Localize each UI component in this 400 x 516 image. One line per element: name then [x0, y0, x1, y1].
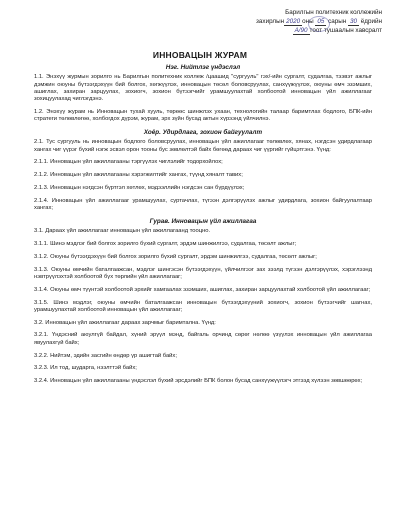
- document-body: [34, 64, 372, 391]
- paragraph: 3.2.2. Нийтэм, эдийн засгийн өндөр үр ашигтай байх;: [34, 352, 177, 359]
- paragraph: 3.2.3. Ил тод, шударга, нээлттэй байх;: [34, 365, 137, 372]
- paragraph: 3.1.5. Шинэ мэдлэг, оюуны өмчийн баталгаажсан инновацын бүтээгдэхүүний зохиогч, зохион бүтээгчийг шагнах, урамшуулахтай холбоотой инновацын үйл ажиллагааг;: [34, 299, 372, 313]
- approval-prefix: захирлын: [256, 18, 285, 25]
- approval-month: 05: [317, 18, 325, 25]
- approval-year-word: оны: [302, 18, 314, 25]
- paragraph: 3.1.1. Шинэ мэдлэг бий болгох зорилго бүхий сургалт, эрдэм шинжилгээ, судалгаа, төсөлт ажлыг;: [34, 241, 297, 248]
- approval-line-3: [232, 26, 382, 35]
- paragraph: 3.2.4. Инновацын үйл ажиллагааны үндэслэл бүхий эрсдэлийг БПК болон бусад санхүүжүүлэгч этгээд хүлээн зөвшөөрөх;: [34, 378, 363, 385]
- paragraph: 1.1. Энэхүү журмын зорилго нь Барилгын политехник коллеж /цаашид "сургууль" гэх/-ийн сургалт, судалгаа, тээвэт ажлыг дэмжин оюуны бүтээгдэхүүн бий болгох, хөгжүүлэх, инновацын төсөл боловсруулах, санхүүжүүлэх, оюуны өмч эзэмших, ашиглах, захиран зарцуулах, зохиогч, зохион бүтээгчийг урамшуулахтай холбоотой инновацын үйл ажиллагааг зохицуулахад чиглэгдэнэ.: [34, 74, 372, 103]
- approval-year: 2020: [286, 18, 301, 25]
- section-heading: Хоёр. Удирдлага, зохион байгуулалт: [143, 129, 263, 137]
- paragraph: 3.1.3. Оюуны өмчийн баталгаажсан, мэдлэг шингэсэн бүтээгдэхүүн, үйлчилгээг зах зээлд түгээн дэлгэрүүлэх, хэрэглээнд нэвтрүүлэхтэй холбоотой бүх төрлийн үйл ажиллагааг;: [34, 266, 372, 280]
- approval-day-word: ёдрийн: [360, 18, 382, 25]
- approval-line-2: [232, 17, 382, 26]
- paragraph: 3.2.1. Үндэсний аюулгүй байдал, хүний эрүүл мэнд, байгаль орчинд сөрөг нөлөө үзүүлэх инновацын үйл ажиллагаа явуулахгүй байх;: [34, 332, 372, 346]
- paragraph: 2.1.4. Инновацын үйл ажиллагааг урамшуулах, суртачлах, түгээн дэлгэрүүлэх ажлыг удирдлага, зохион байгуулалтаар хангах;: [34, 197, 372, 212]
- stamp-mark: [308, 16, 330, 32]
- paragraph: 3.1.2. Оюуны бүтээгдэхүүн бий болгох зорилго бүхий сургалт, эрдэм шинжилгээ, судалгаа, төсөлт ажлыг;: [34, 253, 317, 260]
- paragraph: 2.1.1. Инновацын үйл ажиллагааны тэргүүлэх чиглэлийг тодорхойлох;: [34, 159, 223, 166]
- section-heading: Нэг. Нийтлэг үндэслэл: [165, 64, 241, 71]
- paragraph: 3.1.4. Оюуны өмч түүнтэй холбоотой эрхийг хамгаалах эзэмших, ашиглах, захиран зарцуулахтай холбоотой үйл ажиллагааг;: [34, 286, 371, 293]
- approval-month-word: сарын: [328, 18, 347, 25]
- paragraph: 3.2. Инновацын үйл ажиллагааг дараах зарчмыг баримтална. Үүнд:: [34, 319, 216, 326]
- approval-block: [232, 8, 382, 35]
- approval-order-text: тоот тушаалын хавсралт: [309, 27, 382, 34]
- paragraph: 2.1.2. Инновацын үйл ажиллагааны хэрэгжилтийг хангах, түүнд хяналт тавих;: [34, 172, 243, 179]
- document-title: ИННОВАЦЫН ЖУРАМ: [152, 50, 248, 60]
- paragraph: 2.1. Тус сургууль нь инновацын бодлого боловсруулах, инновацын үйл ажиллагааг төлөвлөх, хянах, нэгдсэн удирдлагаар хангах чиг үүрэг бүхий нэгж эсвэл орон тооны бус зөвлөлтэй байх бөгөөд дараах чиг үүргийг гүйцэтгэнэ. Үүнд:: [34, 139, 372, 153]
- approval-day: 30: [350, 18, 358, 25]
- paragraph: 2.1.3. Инновацын нэгдсэн бүртгэл хөтлөх, мэдээллийн нэгдсэн сан бүрдүүлэх;: [34, 185, 245, 192]
- section-heading: Гурав. Инновацын үйл ажиллагаа: [149, 217, 257, 225]
- paragraph: 3.1. Дараах үйл ажиллагааг инновацын үйл ажиллагаанд тооцно.: [34, 228, 211, 235]
- approval-order-number: А/90: [294, 27, 308, 34]
- approval-line-1: Барилгын политехник коллежийн: [285, 9, 382, 16]
- paragraph: 1.2. Энэхүү журам нь Инновацын тухай хууль, төрөөс шинжлэх ухаан, технологийн талаар баримтлах бодлого, БПК-ийн стратеги төлөвлөгөө, холбогдох дүрэм, журам, эрх зүйн бусад актын хүрээнд үйлчилнэ.: [34, 108, 372, 123]
